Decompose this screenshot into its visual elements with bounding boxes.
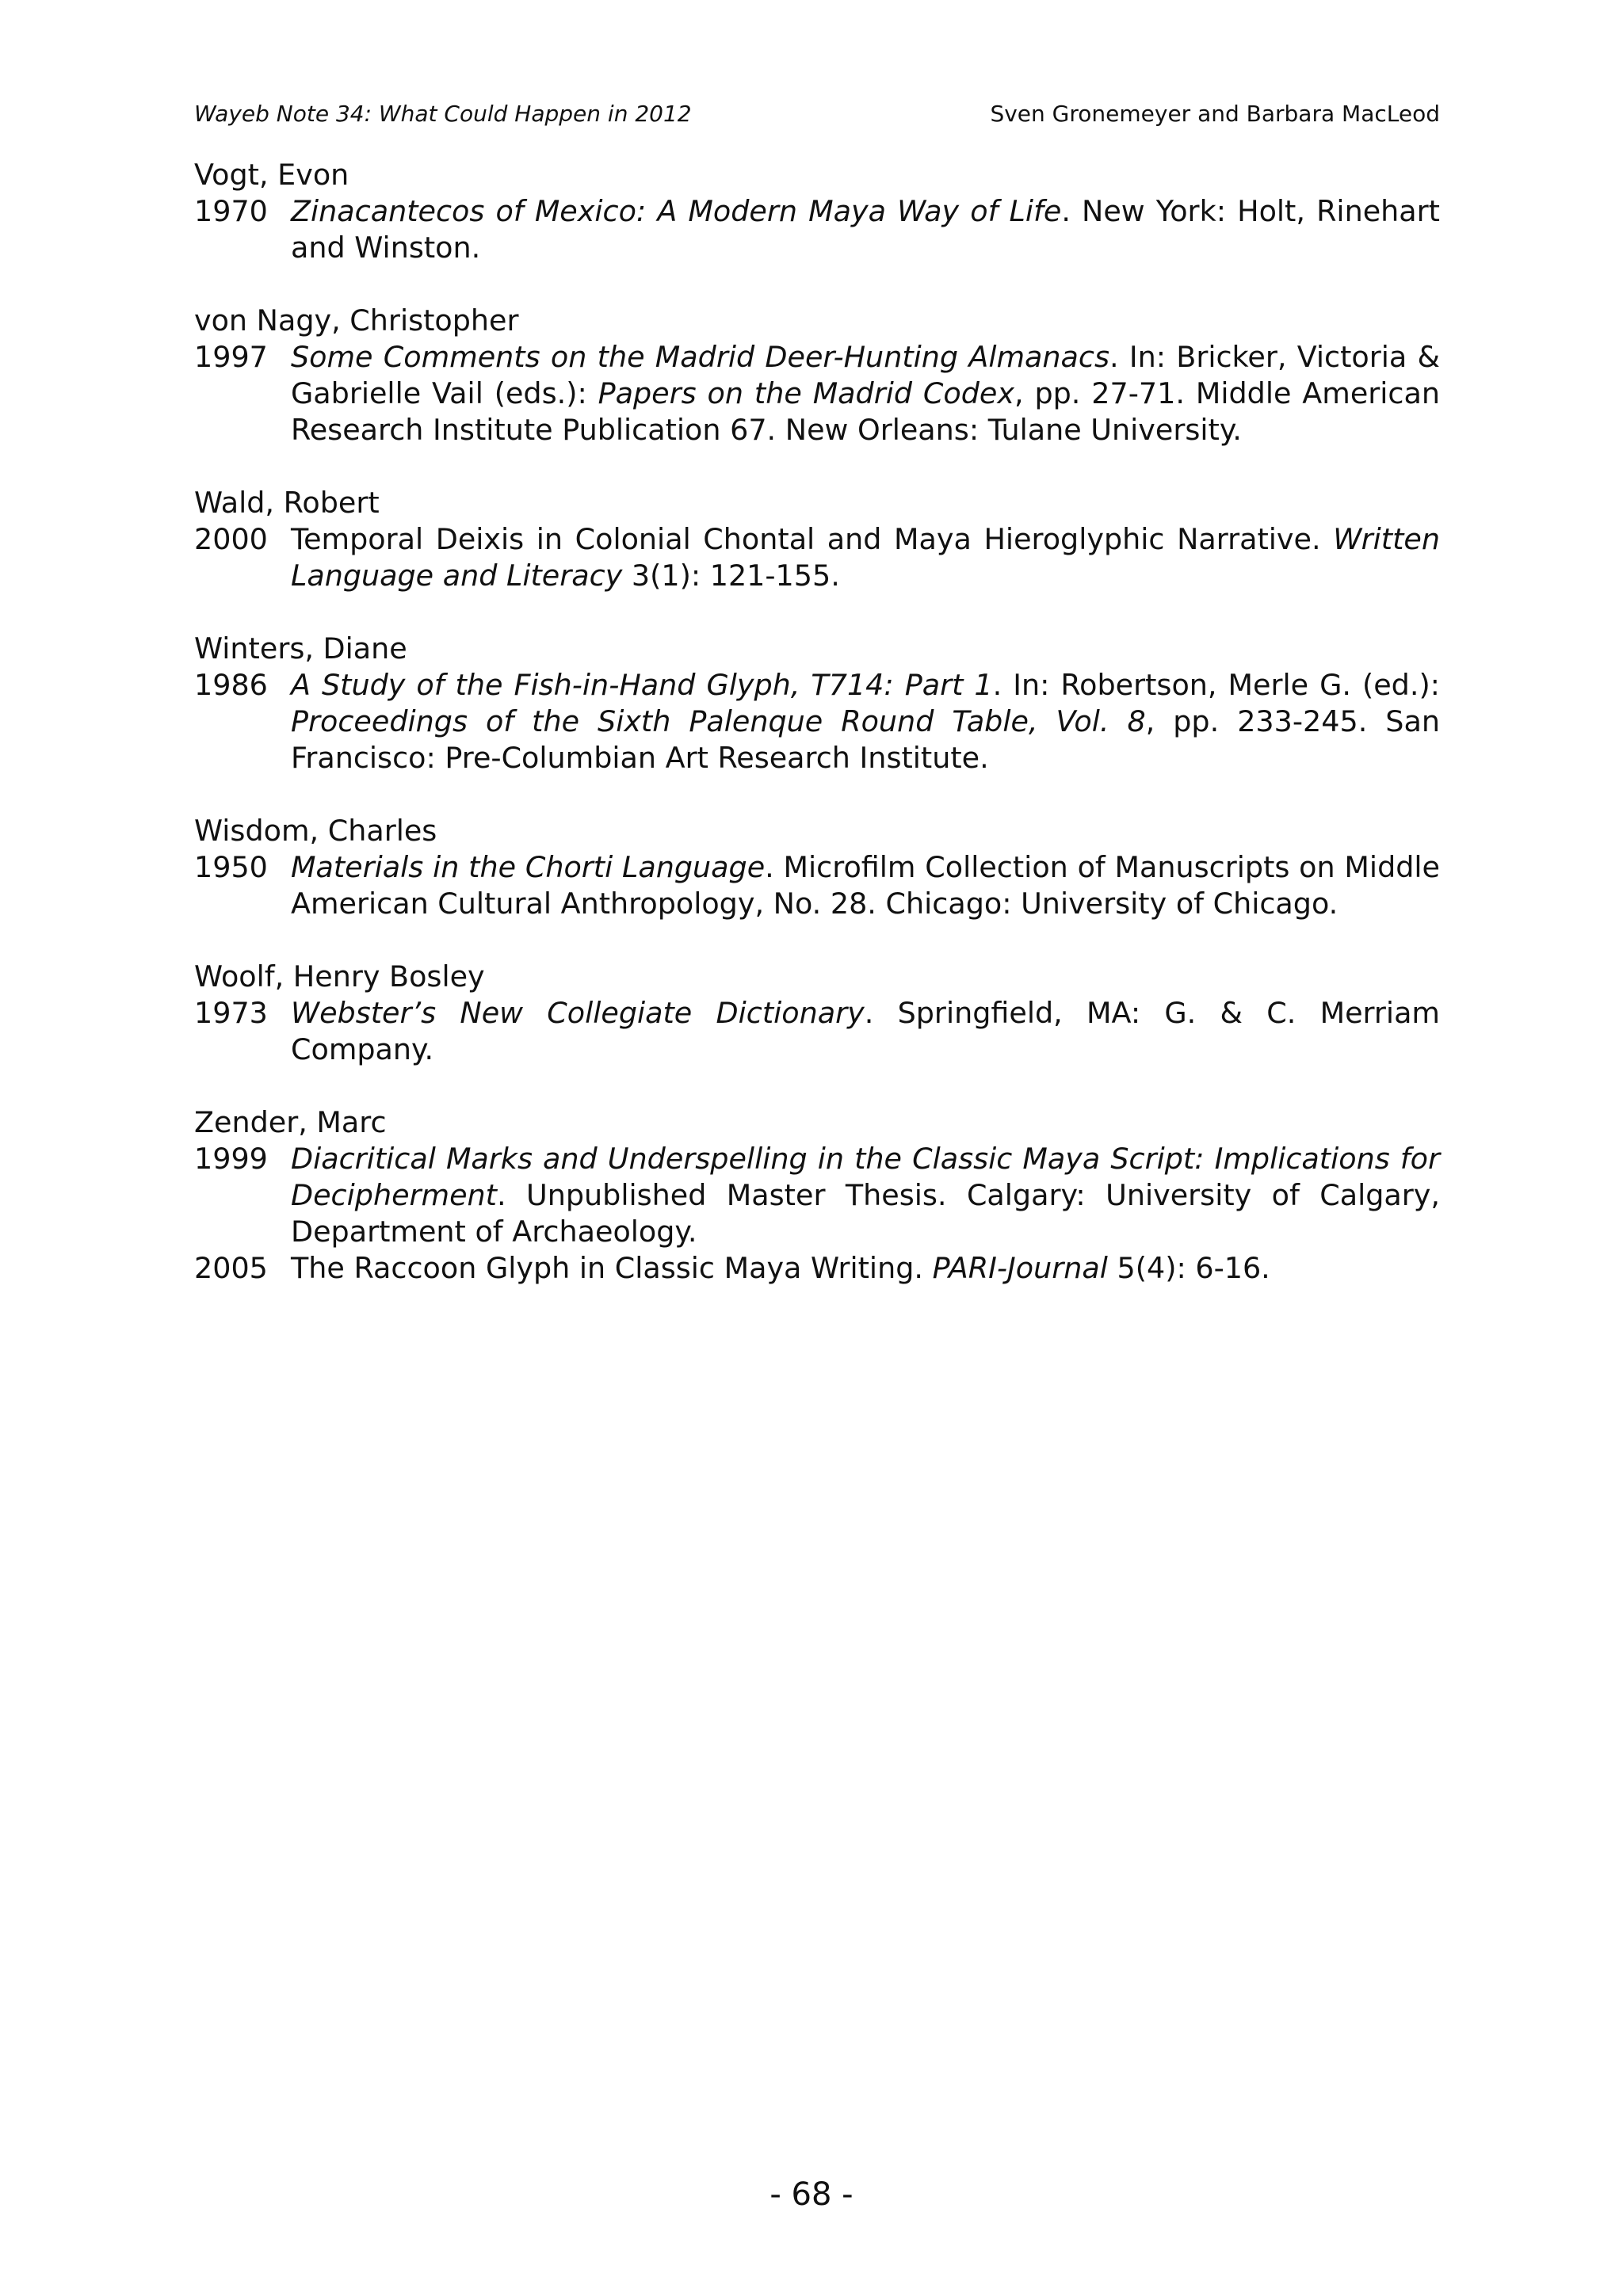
reference-entry [194, 813, 1440, 922]
reference-item [194, 1250, 1440, 1287]
citation-title: Diacritical Marks and Underspelling in the Classic Maya Script: Implications for Decipherment [291, 1142, 1440, 1212]
reference-citation [291, 667, 1440, 776]
reference-year: 1999 [194, 1142, 268, 1176]
reference-entry [194, 303, 1440, 448]
header-note-title: Wayeb Note 34: What Could Happen in 2012 [194, 101, 692, 127]
reference-item [194, 995, 1440, 1068]
reference-entry [194, 485, 1440, 594]
citation-title: Some Comments on the Madrid Deer-Hunting Almanacs [291, 340, 1109, 374]
citation-text: 5(4): 6-16. [1107, 1251, 1270, 1285]
reference-item [194, 193, 1440, 266]
reference-item [194, 339, 1440, 448]
header-authors: Sven Gronemeyer and Barbara MacLeod [990, 101, 1440, 127]
reference-author: Wisdom, Charles [194, 814, 437, 848]
reference-year: 1950 [194, 850, 268, 884]
reference-author: Vogt, Evon [194, 158, 349, 192]
citation-text: The Raccoon Glyph in Classic Maya Writing. [291, 1251, 933, 1285]
reference-citation [291, 521, 1440, 594]
reference-author: Woolf, Henry Bosley [194, 959, 485, 994]
reference-year: 1973 [194, 996, 268, 1030]
reference-citation [291, 1250, 1440, 1287]
reference-entry [194, 959, 1440, 1068]
reference-year: 1997 [194, 340, 268, 374]
citation-title: Proceedings of the Sixth Palenque Round Table, Vol. 8 [291, 704, 1146, 738]
reference-citation [291, 849, 1440, 922]
citation-text: 3(1): 121-155. [622, 559, 840, 593]
reference-entry [194, 631, 1440, 776]
reference-year: 1986 [194, 668, 268, 702]
citation-text: Temporal Deixis in Colonial Chontal and Maya Hieroglyphic Narrative. [291, 522, 1334, 556]
reference-item [194, 667, 1440, 776]
citation-title: A Study of the Fish-in-Hand Glyph, T714: Part 1 [291, 668, 993, 702]
reference-year: 2000 [194, 522, 268, 556]
reference-citation [291, 339, 1440, 448]
reference-author: von Nagy, Christopher [194, 303, 519, 338]
reference-citation [291, 995, 1440, 1068]
citation-text: . In: Robertson, Merle G. (ed.): [992, 668, 1440, 702]
citation-text: . Springfield, MA: G. & C. Merriam Company. [291, 996, 1440, 1066]
reference-author: Winters, Diane [194, 631, 407, 666]
reference-citation [291, 1141, 1440, 1250]
reference-citation [291, 193, 1440, 266]
reference-entry [194, 1104, 1440, 1287]
citation-title: Papers on the Madrid Codex [598, 376, 1014, 410]
citation-text: . Unpublished Master Thesis. Calgary: University of Calgary, Department of Archaeology. [291, 1178, 1440, 1249]
reference-author: Zender, Marc [194, 1105, 387, 1139]
citation-title: Webster’s New Collegiate Dictionary [291, 996, 865, 1030]
reference-author: Wald, Robert [194, 486, 380, 520]
citation-text: . New York: Holt, Rinehart and Winston. [291, 194, 1440, 265]
citation-text: , pp. 233-245. San Francisco: Pre-Columbian Art Research Institute. [291, 704, 1440, 775]
citation-title: Zinacantecos of Mexico: A Modern Maya Way of Life [291, 194, 1062, 228]
citation-text: . In: Bricker, Victoria & Gabrielle Vail (eds.): [291, 340, 1440, 410]
reference-item [194, 1141, 1440, 1250]
reference-year: 1970 [194, 194, 268, 228]
reference-item [194, 849, 1440, 922]
page-number: - 68 - [769, 2176, 854, 2213]
citation-text: . Microfilm Collection of Manuscripts on Middle American Cultural Anthropology, No. 28. Chicago: University of Chicago. [291, 850, 1440, 921]
reference-entry [194, 157, 1440, 266]
reference-item [194, 521, 1440, 594]
reference-list [194, 157, 1440, 1323]
reference-year: 2005 [194, 1251, 268, 1285]
running-header [194, 100, 1440, 128]
citation-title: Written Language and Literacy [291, 522, 1440, 593]
citation-title: Materials in the Chorti Language [291, 850, 766, 884]
citation-title: PARI-Journal [932, 1251, 1108, 1285]
citation-text: , pp. 27-71. Middle American Research Institute Publication 67. New Orleans: Tulane University. [291, 376, 1441, 447]
